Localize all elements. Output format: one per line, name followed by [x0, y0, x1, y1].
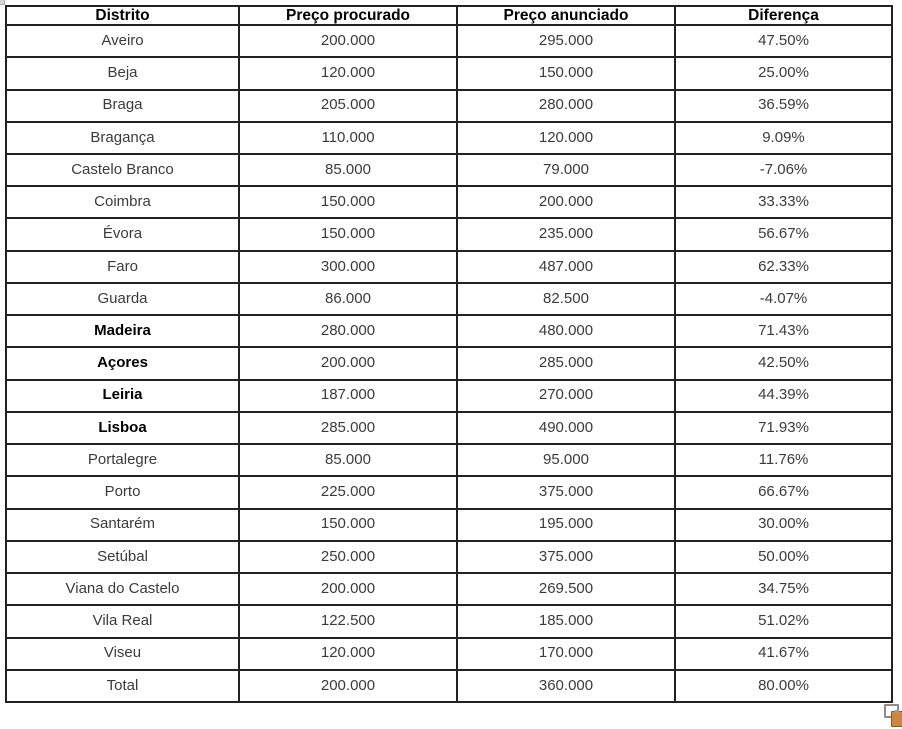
- difference-cell: 42.50%: [675, 347, 892, 379]
- difference-cell: 30.00%: [675, 509, 892, 541]
- listed-price-cell: 195.000: [457, 509, 675, 541]
- table-row: [6, 573, 892, 605]
- table-row: [6, 605, 892, 637]
- difference-cell: 50.00%: [675, 541, 892, 573]
- asked-price-cell: 280.000: [239, 315, 457, 347]
- listed-price-cell: 200.000: [457, 186, 675, 218]
- asked-price-cell: 187.000: [239, 380, 457, 412]
- table-row: [6, 380, 892, 412]
- difference-cell: 41.67%: [675, 638, 892, 670]
- asked-price-cell: 200.000: [239, 347, 457, 379]
- table-row: [6, 218, 892, 250]
- difference-cell: 71.93%: [675, 412, 892, 444]
- table-row: [6, 476, 892, 508]
- district-cell: Viana do Castelo: [6, 573, 239, 605]
- district-cell: Faro: [6, 251, 239, 283]
- asked-price-cell: 150.000: [239, 509, 457, 541]
- difference-cell: 80.00%: [675, 670, 892, 702]
- listed-price-cell: 490.000: [457, 412, 675, 444]
- listed-price-cell: 150.000: [457, 57, 675, 89]
- difference-cell: -4.07%: [675, 283, 892, 315]
- district-cell: Santarém: [6, 509, 239, 541]
- asked-price-cell: 200.000: [239, 25, 457, 57]
- header-row: [6, 6, 892, 25]
- asked-price-cell: 200.000: [239, 670, 457, 702]
- table-row: [6, 122, 892, 154]
- listed-price-cell: 280.000: [457, 90, 675, 122]
- paste-options-icon[interactable]: [882, 703, 902, 729]
- asked-price-cell: 86.000: [239, 283, 457, 315]
- asked-price-cell: 120.000: [239, 57, 457, 89]
- listed-price-cell: 235.000: [457, 218, 675, 250]
- col-header-preco-procurado: Preço procurado: [239, 6, 457, 25]
- table-row: [6, 670, 892, 702]
- listed-price-cell: 79.000: [457, 154, 675, 186]
- difference-cell: 71.43%: [675, 315, 892, 347]
- asked-price-cell: 225.000: [239, 476, 457, 508]
- asked-price-cell: 285.000: [239, 412, 457, 444]
- listed-price-cell: 285.000: [457, 347, 675, 379]
- difference-cell: 56.67%: [675, 218, 892, 250]
- listed-price-cell: 360.000: [457, 670, 675, 702]
- listed-price-cell: 487.000: [457, 251, 675, 283]
- table-row: [6, 315, 892, 347]
- district-cell: Açores: [6, 347, 239, 379]
- table-row: [6, 90, 892, 122]
- district-cell: Braga: [6, 90, 239, 122]
- asked-price-cell: 85.000: [239, 154, 457, 186]
- table-row: [6, 57, 892, 89]
- table-row: [6, 509, 892, 541]
- table-body: [6, 25, 892, 702]
- listed-price-cell: 95.000: [457, 444, 675, 476]
- listed-price-cell: 480.000: [457, 315, 675, 347]
- listed-price-cell: 270.000: [457, 380, 675, 412]
- listed-price-cell: 185.000: [457, 605, 675, 637]
- district-cell: Total: [6, 670, 239, 702]
- difference-cell: 11.76%: [675, 444, 892, 476]
- district-cell: Viseu: [6, 638, 239, 670]
- col-header-distrito: Distrito: [6, 6, 239, 25]
- asked-price-cell: 300.000: [239, 251, 457, 283]
- difference-cell: 9.09%: [675, 122, 892, 154]
- difference-cell: 33.33%: [675, 186, 892, 218]
- difference-cell: 34.75%: [675, 573, 892, 605]
- asked-price-cell: 122.500: [239, 605, 457, 637]
- difference-cell: 44.39%: [675, 380, 892, 412]
- col-header-preco-anunciado: Preço anunciado: [457, 6, 675, 25]
- district-cell: Portalegre: [6, 444, 239, 476]
- listed-price-cell: 375.000: [457, 541, 675, 573]
- asked-price-cell: 110.000: [239, 122, 457, 154]
- table-row: [6, 25, 892, 57]
- difference-cell: 66.67%: [675, 476, 892, 508]
- table-row: [6, 444, 892, 476]
- col-header-diferenca: Diferença: [675, 6, 892, 25]
- table-row: [6, 283, 892, 315]
- asked-price-cell: 150.000: [239, 186, 457, 218]
- listed-price-cell: 120.000: [457, 122, 675, 154]
- district-cell: Aveiro: [6, 25, 239, 57]
- asked-price-cell: 200.000: [239, 573, 457, 605]
- table-row: [6, 154, 892, 186]
- table-row: [6, 412, 892, 444]
- listed-price-cell: 170.000: [457, 638, 675, 670]
- asked-price-cell: 150.000: [239, 218, 457, 250]
- asked-price-cell: 120.000: [239, 638, 457, 670]
- difference-cell: 25.00%: [675, 57, 892, 89]
- district-cell: Guarda: [6, 283, 239, 315]
- district-cell: Coimbra: [6, 186, 239, 218]
- table-row: [6, 541, 892, 573]
- difference-cell: 62.33%: [675, 251, 892, 283]
- listed-price-cell: 82.500: [457, 283, 675, 315]
- district-price-table: [5, 5, 893, 703]
- table-row: [6, 251, 892, 283]
- asked-price-cell: 250.000: [239, 541, 457, 573]
- paste-clipboard-icon: [891, 711, 902, 727]
- district-cell: Madeira: [6, 315, 239, 347]
- district-cell: Castelo Branco: [6, 154, 239, 186]
- district-cell: Lisboa: [6, 412, 239, 444]
- district-cell: Beja: [6, 57, 239, 89]
- table-row: [6, 186, 892, 218]
- asked-price-cell: 85.000: [239, 444, 457, 476]
- district-cell: Évora: [6, 218, 239, 250]
- asked-price-cell: 205.000: [239, 90, 457, 122]
- district-cell: Vila Real: [6, 605, 239, 637]
- difference-cell: 47.50%: [675, 25, 892, 57]
- listed-price-cell: 295.000: [457, 25, 675, 57]
- district-cell: Leiria: [6, 380, 239, 412]
- listed-price-cell: 269.500: [457, 573, 675, 605]
- district-cell: Porto: [6, 476, 239, 508]
- table-row: [6, 638, 892, 670]
- listed-price-cell: 375.000: [457, 476, 675, 508]
- difference-cell: 51.02%: [675, 605, 892, 637]
- district-cell: Setúbal: [6, 541, 239, 573]
- district-cell: Bragança: [6, 122, 239, 154]
- table-row: [6, 347, 892, 379]
- difference-cell: -7.06%: [675, 154, 892, 186]
- difference-cell: 36.59%: [675, 90, 892, 122]
